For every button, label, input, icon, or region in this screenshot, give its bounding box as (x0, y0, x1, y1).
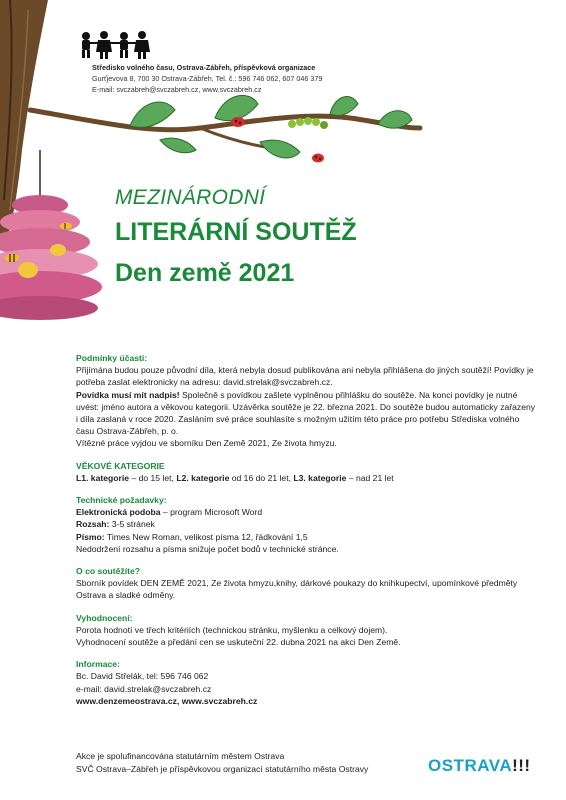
footer-l2: SVČ Ostrava–Zábřeh je příspěvkovou organizací statutárního města Ostravy (76, 763, 369, 774)
org-address: Gurťjevova 8, 700 30 Ostrava-Zábřeh, Tel. č.: 596 746 062, 607 046 379 (92, 74, 323, 83)
technical-heading: Technické požadavky: (76, 495, 167, 506)
categories-heading: VĚKOVÉ KATEGORIE (76, 460, 165, 471)
bee-icon (5, 254, 19, 262)
category-l3: L3. kategorie (293, 472, 347, 483)
prizes-text: Sborník povídek DEN ZEMĚ 2021, Ze života hmyzu,knihy, dárkové poukazy do knihkupectví, upomínkové předměty Ostrava a sladké odměny. (76, 578, 518, 601)
category-l2: L2. kategorie (176, 472, 230, 483)
conditions-p2 (76, 389, 536, 438)
info-l3: www.denzemeostrava.cz, www.svczabreh.cz (76, 695, 258, 706)
category-l1-text: – do 15 let, (129, 472, 177, 483)
technical-l3 (76, 531, 536, 543)
leaves (130, 95, 412, 158)
title-line3: Den země 2021 (115, 259, 295, 287)
ostrava-logo-marks: !!! (512, 756, 531, 775)
technical-l1-label: Elektronická podoba (76, 507, 161, 518)
org-contact: E-mail: svczabreh@svczabreh.cz, www.svczabreh.cz (92, 85, 262, 94)
evaluation-heading: Vyhodnocení: (76, 612, 133, 623)
content (76, 352, 536, 717)
technical-l1-text: – program Microsoft Word (160, 507, 263, 518)
prizes-heading: O co soutěžíte? (76, 566, 140, 577)
conditions-p1: Přijímána budou pouze původní díla, která nebyla dosud publikována ani nebyla přihlášena do jiných soutěží! Povídky je potřeba zaslat elektronicky na adresu: david.strelak@svczabreh.cz. (76, 365, 534, 388)
category-l3-text: – nad 21 let (346, 472, 394, 483)
category-l2-text: od 16 do 21 let, (229, 472, 294, 483)
footer (76, 750, 368, 775)
title-line1: MEZINÁRODNÍ (115, 186, 266, 209)
technical-l2 (76, 518, 536, 530)
ostrava-logo (428, 756, 531, 776)
ostrava-logo-text: OSTRAVA (428, 756, 513, 775)
section-evaluation (76, 612, 536, 649)
info-heading: Informace: (76, 659, 120, 670)
info-l1: Bc. David Střelák, tel: 596 746 062 (76, 671, 209, 682)
info-l2: e-mail: david.strelak@svczabreh.cz (76, 683, 212, 694)
svc-logo (76, 30, 156, 60)
categories-line (76, 472, 536, 484)
evaluation-l1: Porota hodnotí ve třech kritériích (technickou stránku, myšlenku a celkový dojem). (76, 624, 388, 635)
conditions-heading: Podmínky účasti: (76, 353, 148, 363)
technical-l3-label: Písmo: (76, 531, 105, 542)
technical-l2-label: Rozsah: (76, 519, 110, 530)
category-l1: L1. kategorie (76, 472, 130, 483)
technical-l1 (76, 506, 536, 518)
bee-icon (60, 223, 72, 230)
section-categories (76, 460, 536, 484)
organization-header (92, 62, 322, 95)
footer-l1: Akce je spolufinancována statutárním městem Ostrava (76, 751, 285, 761)
section-prizes (76, 565, 536, 602)
section-conditions (76, 352, 536, 450)
evaluation-l2: Vyhodnocení soutěže a předání cen se uskuteční 22. dubna 2021 na akci Den Země. (76, 637, 401, 648)
ladybug-icon (312, 154, 324, 163)
section-info (76, 658, 536, 707)
technical-l2-text: 3-5 stránek (109, 519, 155, 530)
technical-l3-text: Times New Roman, velikost písma 12, řádkování 1,5 (104, 531, 308, 542)
org-name: Středisko volného času, Ostrava-Zábřeh, příspěvková organizace (92, 63, 316, 72)
conditions-p3: Vítězné práce vyjdou ve sborníku Den Země 2021, Ze života hmyzu. (76, 438, 337, 449)
section-technical (76, 494, 536, 555)
ladybug-icon (231, 117, 245, 127)
conditions-p2-text: Společně s povídkou zašlete vyplněnou přihlášku do soutěže. Na konci povídky je nutné uvést: jméno autora a věkovou kategorii. Uzávěrka soutěže je 22. března 2021. Do soutěže budou automaticky zařazeny i díla zaslaná v roce 2020. Zasláním své práce souhlasíte s možným užitím této práce pro potřebu Střediska volného času Ostrava-Zábřeh, p. o. (76, 389, 536, 437)
technical-l4: Nedodržení rozsahu a písma snižuje počet bodů v technické stránce. (76, 543, 339, 554)
conditions-p2-bold: Povídka musí mít nadpis! (76, 389, 180, 400)
title-line2: LITERÁRNÍ SOUTĚŽ (115, 218, 357, 246)
